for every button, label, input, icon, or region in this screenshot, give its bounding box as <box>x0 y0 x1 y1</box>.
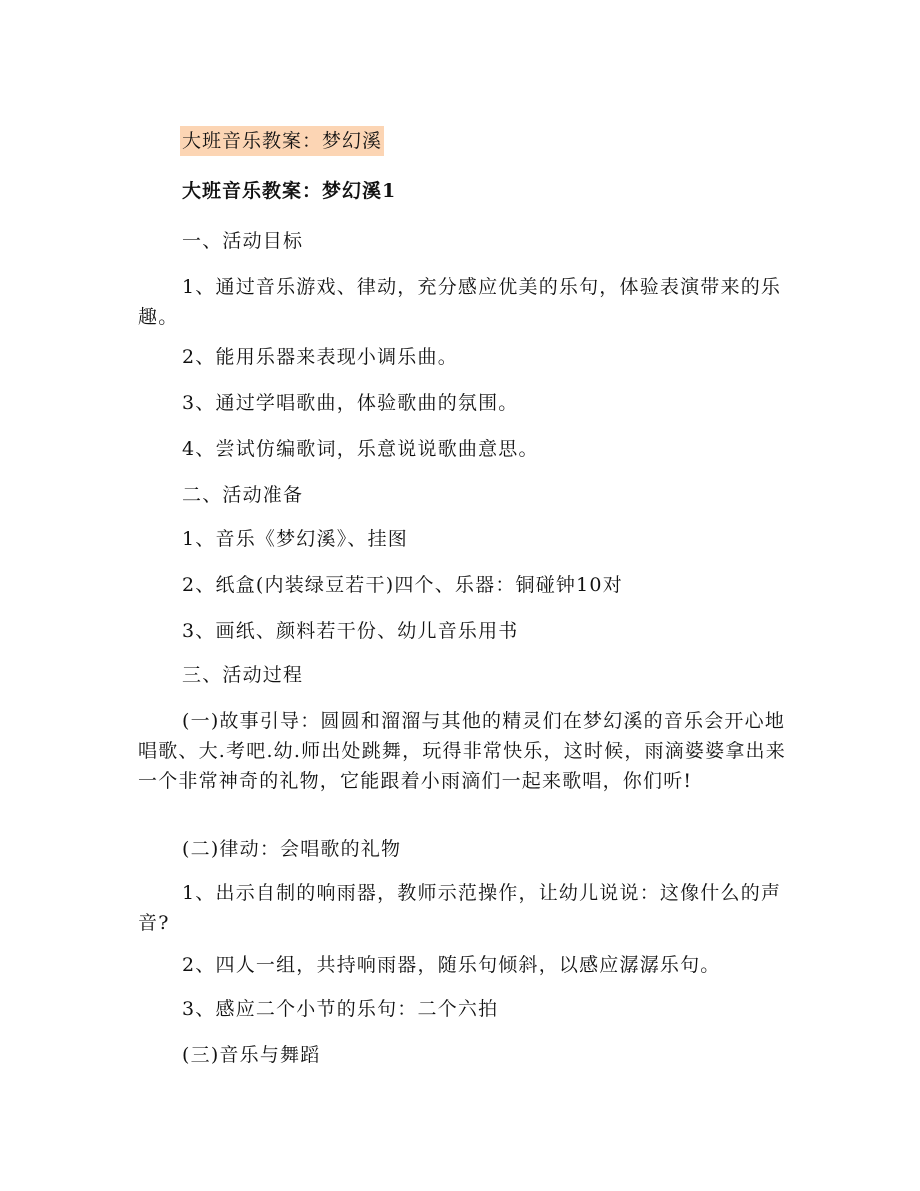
paragraph-rhythm-heading: (二)律动：会唱歌的礼物 <box>182 838 402 860</box>
paragraph-goal-4: 4、尝试仿编歌词，乐意说说歌曲意思。 <box>182 438 539 460</box>
paragraph-music-dance: (三)音乐与舞蹈 <box>182 1044 321 1066</box>
paragraph-activity-goals: 一、活动目标 <box>182 230 304 252</box>
paragraph-goal-2: 2、能用乐器来表现小调乐曲。 <box>182 346 458 368</box>
paragraph-prep-2: 2、纸盒(内装绿豆若干)四个、乐器：铜碰钟10对 <box>182 574 623 596</box>
paragraph-prep-3: 3、画纸、颜料若干份、幼儿音乐用书 <box>182 620 519 642</box>
paragraph-prep-1: 1、音乐《梦幻溪》、挂图 <box>182 528 408 550</box>
paragraph-rhythm-3: 3、感应二个小节的乐句：二个六拍 <box>182 998 499 1020</box>
document-title <box>180 126 384 156</box>
paragraph-activity-process: 三、活动过程 <box>182 664 304 686</box>
section-heading: 大班音乐教案：梦幻溪1 <box>182 180 397 202</box>
paragraph-rhythm-2: 2、四人一组，共持响雨器，随乐句倾斜，以感应潺潺乐句。 <box>182 954 721 976</box>
highlighted-title: 大班音乐教案：梦幻溪 <box>180 126 384 156</box>
paragraph-activity-prep: 二、活动准备 <box>182 484 304 506</box>
paragraph-goal-3: 3、通过学唱歌曲，体验歌曲的氛围。 <box>182 392 519 414</box>
paragraph-story-intro: (一)故事引导：圆圆和溜溜与其他的精灵们在梦幻溪的音乐会开心地唱歌、大.考吧.幼.师出处跳舞，玩得非常快乐，这时候，雨滴婆婆拿出来一个非常神奇的礼物，它能跟着小雨滴们一起来歌唱，你们听! <box>138 710 786 792</box>
paragraph-rhythm-1: 1、出示自制的响雨器，教师示范操作，让幼儿说说：这像什么的声音? <box>138 882 782 934</box>
paragraph-goal-1: 1、通过音乐游戏、律动，充分感应优美的乐句，体验表演带来的乐趣。 <box>138 276 782 328</box>
